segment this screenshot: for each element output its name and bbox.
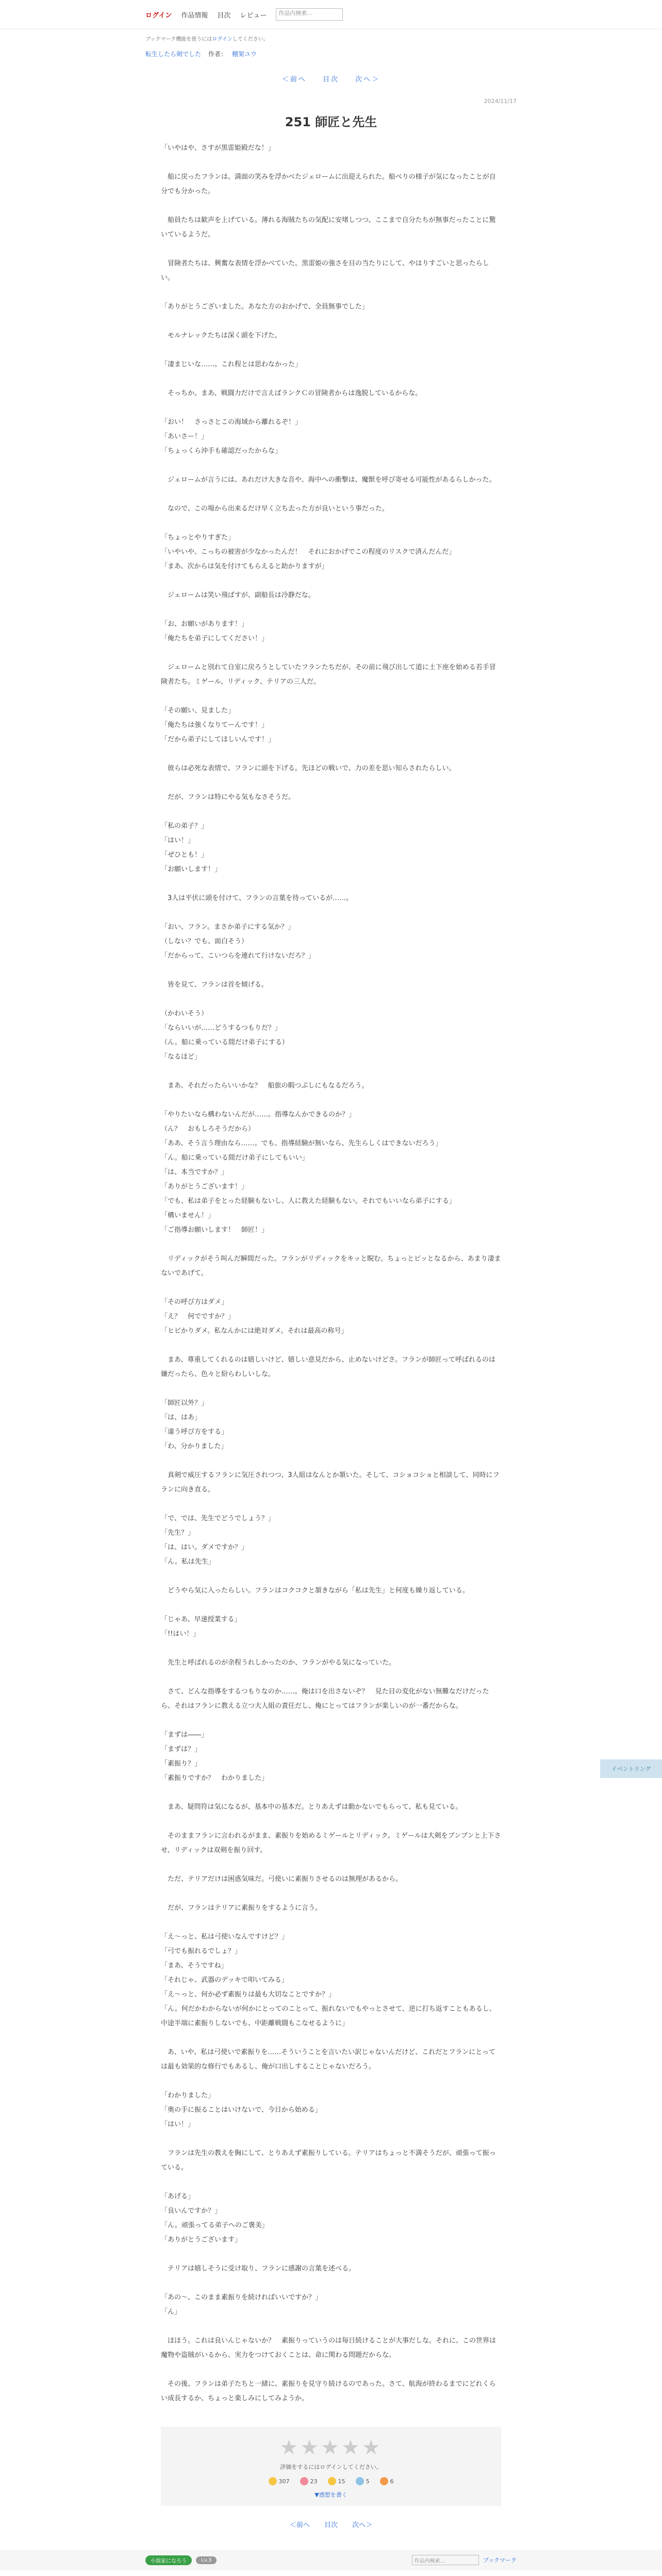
reaction-count: 5 bbox=[366, 2478, 370, 2485]
pager-bottom bbox=[145, 2519, 517, 2529]
rating-note: 評価をするにはログインしてください。 bbox=[280, 2464, 382, 2470]
body-paragraph: 「あげる」 「良いんですか？」 「ん。頑張ってる弟子へのご褒美」 「ありがとうございます」 bbox=[161, 2193, 269, 2244]
body-paragraph: 「その呼び方はダメ」 「え？ 何でですか？」 「ヒビかりダメ。私なんかには絶対ダメ。それは最高の称号」 bbox=[161, 1298, 348, 1335]
reaction-count: 23 bbox=[310, 2478, 318, 2485]
body-paragraph: 「ありがとうございました。あなた方のおかげで、全員無事でした」 bbox=[161, 303, 369, 311]
reaction-thumbs-up[interactable] bbox=[269, 2477, 290, 2485]
body-paragraph: 「で、では、先生でどうでしょう？」 「先生？」 「は、はい。ダメですか？」 「ん。私は先生」 bbox=[161, 1515, 275, 1566]
body-paragraph: テリアは嬉しそうに受け取り、フランに感謝の言葉を述べる。 bbox=[161, 2265, 356, 2273]
search-input[interactable]: 作品内検索… bbox=[276, 8, 343, 21]
author-name[interactable]: 棚架ユウ bbox=[231, 50, 257, 58]
body-paragraph: 彼らは必死な表情で、フランに頭を下げる。先ほどの戦いで、力の差を思い知らされたらしい。 bbox=[161, 765, 456, 772]
top-navigation-bar bbox=[0, 0, 662, 29]
prev-button[interactable]: ＜前へ bbox=[282, 76, 307, 83]
laugh-icon bbox=[328, 2477, 336, 2485]
prev-button-bottom[interactable]: ＜前へ bbox=[289, 2521, 310, 2529]
work-title[interactable]: 転生したら剣でした bbox=[145, 50, 202, 58]
body-paragraph: 真剣で威圧するフランに気圧されつつ、3人組はなんとか頷いた。そして、コショコショと相談して、同時にフランに向き直る。 bbox=[161, 1471, 500, 1494]
body-paragraph: 先生と呼ばれるのが余程うれしかったのか、フランがやる気になっていた。 bbox=[161, 1659, 396, 1667]
author-label: 作者： bbox=[208, 50, 227, 58]
body-paragraph: 3人は平伏に頭を付けて、フランの言葉を待っているが……。 bbox=[161, 894, 353, 902]
body-paragraph: さて、どんな指導をするつもりなのか……。俺は口を出さないぞ？ 見た目の変化がない無難なだけだったら、それはフランに教える立つ大人組の責任だし、俺にとってはフランが楽しいのが一番だからな。 bbox=[161, 1688, 489, 1710]
body-paragraph: 「あの～、このまま素振りを続ければいいですか？」 「ん」 bbox=[161, 2294, 322, 2316]
body-paragraph: リディックがそう叫んだ瞬間だった。フランがリディックをキッと睨む。ちょっとピッとなるから、あまり凄まないであげて。 bbox=[161, 1255, 501, 1277]
body-paragraph: ほほう。これは良いんじゃないか？ 素振りっていうのは毎日続けることが大事だしな。それに、この世界は魔物や盗賊がいるから、実力をつけておくことは、命に関わる問題だからな。 bbox=[161, 2337, 496, 2359]
reaction-count: 15 bbox=[338, 2478, 345, 2485]
bookmark-note-suffix: してください。 bbox=[232, 37, 269, 42]
body-paragraph: まあ、尊重してくれるのは嬉しいけど、嬉しい意見だから、止めないけどさ。フランが師匠って呼ばれるのは嫌だったら、色々と紛らわしいしな。 bbox=[161, 1356, 495, 1378]
body-paragraph: だが、フランは特にやる気もなさそうだ。 bbox=[161, 793, 295, 801]
bookmark-login-link[interactable]: ログイン bbox=[212, 37, 233, 42]
body-paragraph: そっちか。まあ、戦闘力だけで言えばランクＣの冒険者からは逸脱しているからな。 bbox=[161, 389, 422, 397]
body-paragraph: まあ、それだったらいいかな？ 船旅の暇つぶしにもなるだろう。 bbox=[161, 1082, 369, 1090]
next-button[interactable]: 次へ＞ bbox=[355, 76, 380, 83]
next-button-bottom[interactable]: 次へ＞ bbox=[352, 2521, 373, 2529]
level-badge: Lv.3 bbox=[196, 2556, 217, 2564]
toc-button-bottom[interactable]: 目次 bbox=[324, 2521, 338, 2529]
body-paragraph: 「まずは――」 「まずは？」 「素振り？」 「素振りですか？ わかりました」 bbox=[161, 1731, 269, 1782]
cry-icon bbox=[356, 2477, 364, 2485]
side-event-tab[interactable]: イベントリング bbox=[600, 1759, 662, 1778]
body-paragraph: 「やりたいなら構わないんだが……。指導なんかできるのか？」 （ん？ おもしろそうだから） 「ああ、そう言う理由なら……。でも、指導経験が無いなら、先生らしくはできないだろう」 「ん。船に乗っている間だけ弟子にしてもいい」 「は、本当ですか？」 「ありがとうございます！」 「でも、私は弟子をとった経験もないし、人に教えた経験もない。それでもいいなら弟子にする」 「構いません！」 「ご指導お願いします！ 師匠！」 bbox=[161, 1111, 456, 1234]
body-paragraph: 「わかりました」 「奥の手に振ることはいけないで、今日から始める」 「はい！」 bbox=[161, 2092, 322, 2128]
reaction-laugh[interactable] bbox=[328, 2477, 345, 2485]
body-paragraph: そのままフランに言われるがまま、素振りを始めるミゲールとリディック。ミゲールは大剣をブンブンと上下させ、リディックは双剣を振り回す。 bbox=[161, 1832, 501, 1854]
heart-icon bbox=[300, 2477, 308, 2485]
body-paragraph: 皆を見て、フランは首を傾げる。 bbox=[161, 981, 268, 989]
body-paragraph: 「その願い、見ました」 「俺たちは強くなりてーんです！」 「だから弟子にしてほしいんです！」 bbox=[161, 707, 275, 743]
body-paragraph: 「おい！ さっさとこの海域から離れるぞ！」 「あいさー！」 「ちょっくら沖手も確認だったからな」 bbox=[161, 418, 302, 455]
publish-date: 2024/11/17 bbox=[484, 98, 517, 105]
main-content bbox=[145, 35, 517, 2529]
body-paragraph: 船員たちは歓声を上げている。薄れる海賊たちの気配に安堵しつつ、ここまで自分たちが無事だったことに驚いているようだ。 bbox=[161, 216, 496, 239]
body-paragraph: モルナレックたちは深く頭を下げた。 bbox=[161, 332, 282, 340]
write-review-toggle[interactable]: ▼感想を書く bbox=[315, 2492, 347, 2498]
bookmark-note-prefix: ブックマーク機能を使うには bbox=[145, 37, 212, 42]
body-paragraph: フランは先生の教えを胸にして、とりあえず素振りしている。テリアはちょっと不満そうだが、頑張って振っている。 bbox=[161, 2149, 496, 2172]
body-paragraph: 「凄まじいな……。これ程とは思わなかった」 bbox=[161, 361, 302, 368]
reaction-count: 307 bbox=[278, 2478, 290, 2485]
body-paragraph: 「師匠以外？」 「は、はあ」 「違う呼び方をする」 「わ、分かりました」 bbox=[161, 1399, 228, 1450]
reaction-heart[interactable] bbox=[300, 2477, 318, 2485]
nav-work-info[interactable]: 作品情報 bbox=[181, 11, 208, 20]
body-paragraph: まあ、疑問符は気になるが、基本中の基本だ。とりあえずは動かないでもらって、私も見ている。 bbox=[161, 1803, 462, 1811]
body-paragraph: どうやら気に入ったらしい。フランはコクコクと頷きながら「私は先生」と何度も繰り返している。 bbox=[161, 1587, 469, 1595]
bottom-toolbar bbox=[0, 2550, 662, 2570]
body-paragraph: なので、この場から出来るだけ早く立ち去った方が良いという事だった。 bbox=[161, 505, 389, 513]
body-paragraph: ただ、テリアだけは困惑気味だ。弓使いに素振りさせるのは無理があるから。 bbox=[161, 1875, 403, 1883]
body-paragraph: ジェロームと別れて自室に戻ろうとしていたフランたちだが、その前に飛び出して道に土下座を始める若手冒険者たち。ミゲール、リディック、テリアの三人だ。 bbox=[161, 664, 496, 686]
reaction-cry[interactable] bbox=[356, 2477, 370, 2485]
body-paragraph: だが、フランはテリアに素振りをするように言う。 bbox=[161, 1904, 322, 1912]
body-paragraph: ジェロームは笑い飛ばすが、副船長は冷静だな。 bbox=[161, 591, 315, 599]
nav-toc[interactable]: 目次 bbox=[217, 11, 231, 20]
body-paragraph: 冒険者たちは、興奮な表情を浮かべていた。黒雷姫の強さを目の当たりにして、やはりすごいと思ったらしい。 bbox=[161, 260, 489, 282]
body-paragraph: あ、いや、私は弓使いで素振りを……そういうことを言いたい訳じゃないんだけど、これだとフランにとっては最も効果的な修行でもあるし、俺が口出しすることじゃないだろう。 bbox=[161, 2048, 495, 2071]
toc-button[interactable]: 目次 bbox=[322, 76, 339, 83]
reaction-fire[interactable] bbox=[380, 2477, 394, 2485]
body-paragraph: 「お、お願いがあります！」 「俺たちを弟子にしてください！」 bbox=[161, 620, 269, 642]
star-rating[interactable]: ★★★★★ bbox=[279, 2436, 383, 2460]
body-paragraph: 「じゃあ、早速授業する」 「!!はい！」 bbox=[161, 1616, 241, 1638]
rating-box bbox=[161, 2427, 501, 2506]
body-paragraph: 「え～っと、私は弓使いなんですけど？」 「弓でも振れるでしょ？」 「まあ、そうですね」 「それじゃ、武器のデッキで叩いてみる」 「え～っと、何か必ず素振りは最も大切なことですか？」 「ん。何だかわからないが何かにとってのことって、振れないでもやっとさせて、逆に打ち返すこともあるし、中途半端に素振りしないでも、中距離戦闘もこなせるように」 bbox=[161, 1933, 496, 2027]
bookmark-note bbox=[145, 35, 517, 42]
body-paragraph: 「ちょっとやりすぎた」 「いやいや、こっちの被害が少なかったんだ！ それにおかげでこの程度のリスクで済んだんだ」 「まあ、次からは気を付けてもらえると助かりますが」 bbox=[161, 534, 456, 570]
body-paragraph: 「いやはや、さすが黒雷姫殿だな！」 bbox=[161, 144, 275, 152]
body-paragraph: （かわいそう） 「ならいいが……どうするつもりだ？」 （ん。船に乗っている間だけ弟子にする） 「なるほど」 bbox=[161, 1010, 289, 1061]
body-paragraph: その後、フランは弟子たちと一緒に、素振りを見守り続けるのであった。さて、航海が終わるまでにどれくらい成長するか、ちょっと楽しみにしてみようか。 bbox=[161, 2380, 496, 2402]
fire-icon bbox=[380, 2477, 388, 2485]
chapter-body bbox=[145, 141, 517, 2406]
thumbs-up-icon bbox=[269, 2477, 277, 2485]
login-link[interactable]: ログイン bbox=[145, 11, 172, 20]
chapter-title: 251 師匠と先生 bbox=[285, 115, 377, 129]
bookmark-button[interactable]: ブックマーク bbox=[483, 2557, 517, 2564]
reaction-count: 6 bbox=[390, 2478, 394, 2485]
pager-top bbox=[145, 74, 517, 83]
body-paragraph: ジェロームが言うには、あれだけ大きな音や、海中への衝撃は、魔獣を呼び寄せる可能性があるらしかった。 bbox=[161, 476, 496, 484]
body-paragraph: 「おい、フラン。まさか弟子にする気か？」 （しない？でも、面白そう） 「だからって、こいつらを連れて行けないだろ？」 bbox=[161, 923, 315, 960]
body-paragraph: 船に戻ったフランは、満面の笑みを浮かべたジェロームに出迎えられた。船べりの様子が気になったことが自分でも分かった。 bbox=[161, 173, 496, 195]
nav-reviews[interactable]: レビュー bbox=[240, 11, 267, 20]
search-input-bottom[interactable]: 作品内検索… bbox=[412, 2555, 479, 2565]
work-title-row bbox=[145, 49, 517, 58]
site-badge[interactable]: 小説家になろう bbox=[145, 2555, 192, 2565]
reaction-bar bbox=[161, 2477, 501, 2485]
body-paragraph: 「私の弟子？」 「はい！」 「ぜひとも！」 「お願いします！」 bbox=[161, 822, 222, 873]
